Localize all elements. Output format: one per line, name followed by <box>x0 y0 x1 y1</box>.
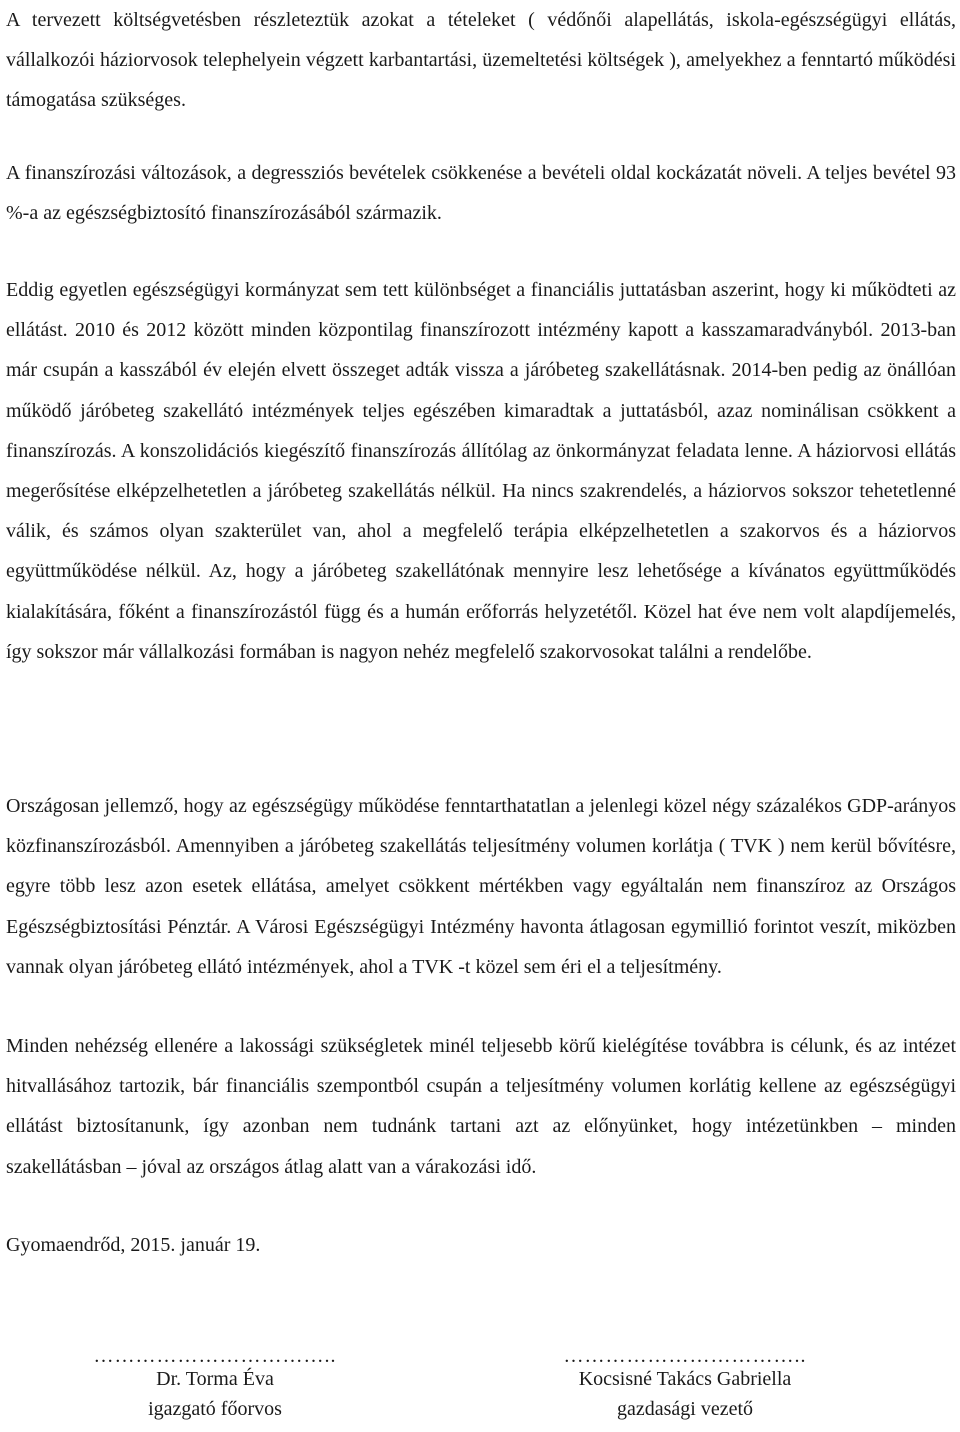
signature-line: …………………………….. <box>93 1345 337 1367</box>
signatory-name: Dr. Torma Éva <box>156 1368 274 1390</box>
signatory-role: igazgató főorvos <box>148 1398 282 1420</box>
paragraph-commitment: Minden nehézség ellenére a lakossági szükségletek minél teljesebb körű kielégítése továbbra is célunk, és az intézet hitvallásához tartozik, bár financiális szempontból csupán a teljesítmény volumen korlátig kellene az egészségügyi ellátást biztosítanunk, így azonban nem tudnánk tartani azt az előnyünket, hogy intézetünkben – minden szakellátásban – jóval az országos átlag alatt van a várakozási idő. <box>6 1035 956 1178</box>
paragraph-funding-history: Eddig egyetlen egészségügyi kormányzat sem tett különbséget a financiális juttatásban aszerint, hogy ki működteti az ellátást. 2010 és 2012 között minden központilag finanszírozott intézmény kapott a kasszamaradványból. 2013-ban már csupán a kasszából év elején elvett összeget adták vissza a járóbeteg szakellátásnak. 2014-ben pedig az önállóan működő járóbeteg szakellátó intézmények teljes egészében kimaradtak a juttatásból, azaz nominálisan csökkent a finanszírozás. A konszolidációs kiegészítő finanszírozás állítólag az önkormányzat feladata lenne. A háziorvosi ellátás megerősítése elképzelhetetlen a járóbeteg szakellátás nélkül. Ha nincs szakrendelés, a háziorvos sokszor tehetetlenné válik, és számos olyan szakterület van, ahol a megfelelő terápia elképzelhetetlen a szakorvos és a háziorvos együttműködése nélkül. Az, hogy a járóbeteg szakellátónak mennyire lesz lehetősége a kívánatos együttműködés kialakítására, főként a finanszírozástól függ és a humán erőforrás helyzetétől. Közel hat éve nem volt alapdíjemelés, így sokszor már vállalkozási formában is nagyon nehéz megfelelő szakorvosokat találni a rendelőbe. <box>6 279 956 663</box>
paragraph-budget-items: A tervezett költségvetésben részleteztük azokat a tételeket ( védőnői alapellátás, iskola-egészségügyi ellátás, vállalkozói háziorvosok telephelyein végzett karbantartási, üzemeltetési költségek ), amelyekhez a fenntartó működési támogatása szükséges. <box>6 9 956 111</box>
signature-block-director <box>70 1345 360 1424</box>
signature-block-finance <box>520 1345 850 1424</box>
paragraph-national-situation: Országosan jellemző, hogy az egészségügy működése fenntarthatatlan a jelenlegi közel négy százalékos GDP-arányos közfinanszírozásból. Amennyiben a járóbeteg szakellátás teljesítmény volumen korlátja ( TVK ) nem kerül bővítésre, egyre több lesz azon esetek ellátása, amelyet csökkent mértékben vagy egyáltalán nem finanszíroz az Országos Egészségbiztosítási Pénztár. A Városi Egészségügyi Intézmény havonta átlagosan egymillió forintot veszít, miközben vannak olyan járóbeteg ellátó intézmények, ahol a TVK -t közel sem éri el a teljesítmény. <box>6 795 956 978</box>
paragraph-financing-risk: A finanszírozási változások, a degressziós bevételek csökkenése a bevételi oldal kockázatát növeli. A teljes bevétel 93 %-a az egészségbiztosító finanszírozásából származik. <box>6 162 956 224</box>
signatory-role: gazdasági vezető <box>616 1398 754 1420</box>
place-and-date: Gyomaendrőd, 2015. január 19. <box>6 1234 261 1256</box>
signatory-name: Kocsisné Takács Gabriella <box>578 1368 792 1390</box>
signature-line: …………………………….. <box>563 1345 807 1367</box>
